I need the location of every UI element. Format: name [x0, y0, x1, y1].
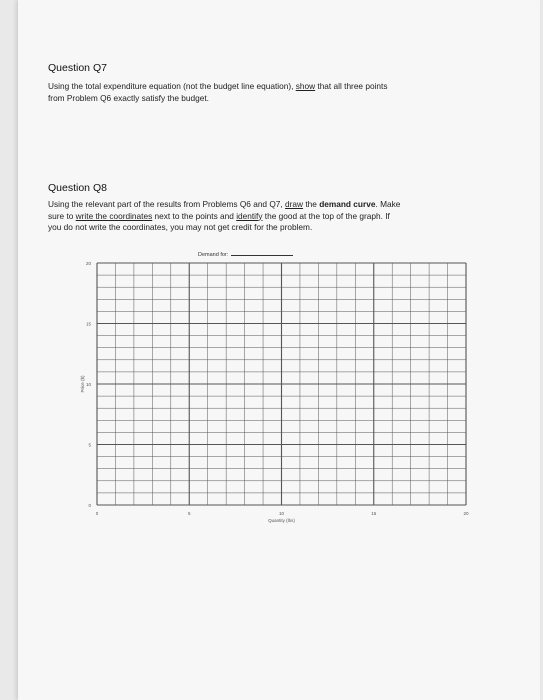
- q8-line3: you do not write the coordinates, you may not get credit for the problem.: [48, 222, 313, 232]
- x-tick-label: 15: [371, 511, 377, 516]
- q8-write-coordinates: write the coordinates: [75, 210, 153, 221]
- x-tick-label: 0: [95, 511, 99, 516]
- q8-line2-end: the good at the top of the graph. If: [262, 210, 390, 221]
- q7-show-word: show: [295, 81, 316, 91]
- q7-line1-end: that all three points: [315, 81, 388, 91]
- x-axis-label: Quantity (lbs): [268, 518, 295, 523]
- x-tick-label: 10: [278, 511, 285, 516]
- q8-line1-mid: the: [303, 199, 320, 209]
- q8-line1-end: . Make: [375, 199, 401, 209]
- q8-identify-word: identify: [236, 210, 263, 221]
- q7-line2: from Problem Q6 exactly satisfy the budget.: [48, 92, 209, 103]
- question-q8-title: Question Q8: [48, 182, 107, 194]
- q7-line1-start: Using the total expenditure equation (not the budget line equation),: [48, 81, 296, 91]
- q8-demand-curve-bold: demand curve: [319, 199, 376, 209]
- y-tick-label: 5: [88, 442, 91, 448]
- y-tick-label: 20: [85, 261, 91, 266]
- x-tick-label: 20: [463, 511, 469, 516]
- y-axis-label: Price ($): [80, 375, 85, 393]
- question-q7-title: Question Q7: [48, 62, 107, 74]
- x-tick-label: 5: [187, 511, 191, 516]
- q8-line2-start: sure to: [48, 210, 76, 221]
- q8-line1-start: Using the relevant part of the results from Problems Q6 and Q7,: [48, 199, 286, 209]
- y-tick-label: 0: [88, 503, 91, 508]
- y-tick-label: 15: [85, 321, 91, 327]
- q8-line2-mid: next to the points and: [152, 210, 237, 221]
- y-tick-label: 10: [85, 382, 91, 387]
- graph-title-label: Demand for:: [198, 252, 229, 258]
- q8-draw-word: draw: [285, 199, 304, 209]
